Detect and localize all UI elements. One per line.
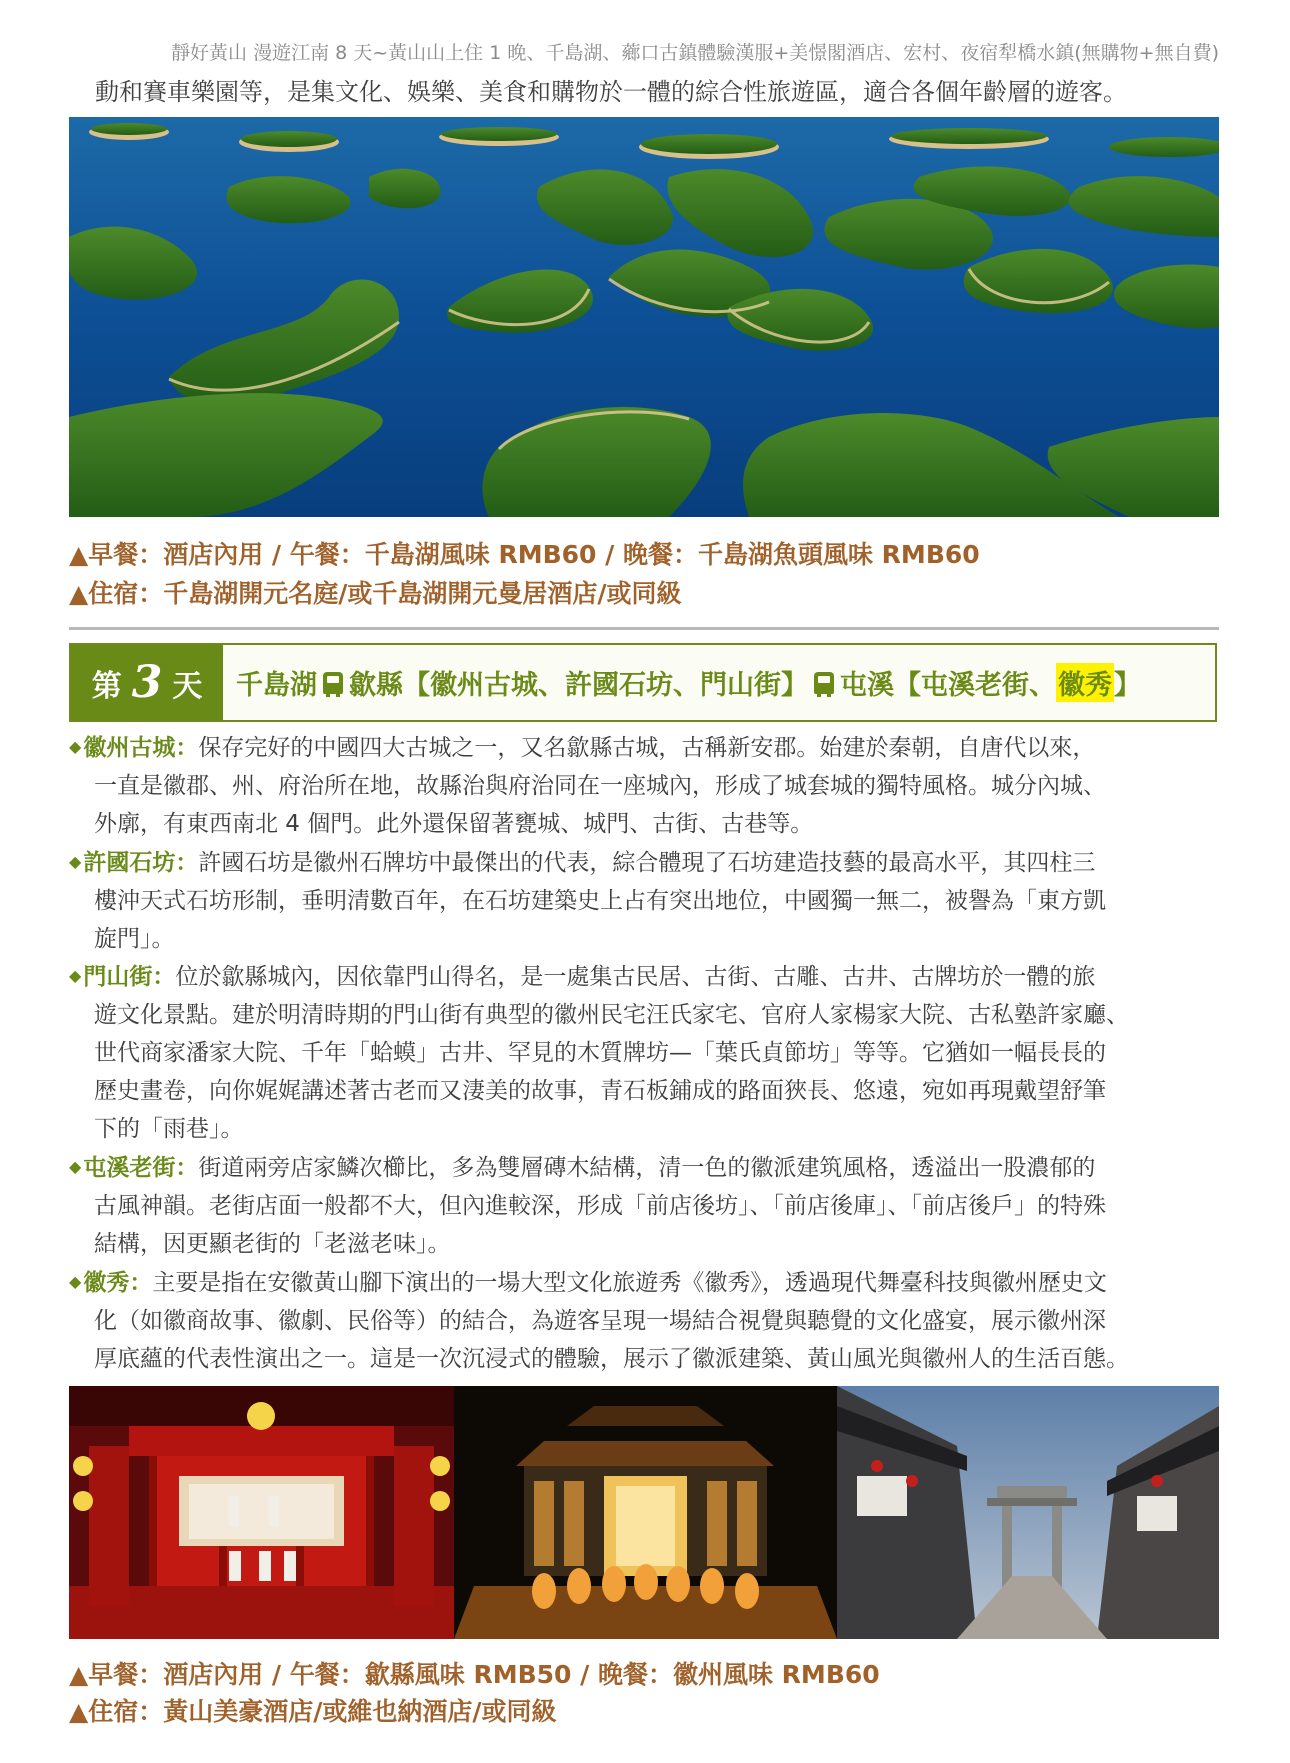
day2-meals: ▲早餐：酒店內用 / 午餐：千島湖風味 RMB60 / 晚餐：千島湖魚頭風味 RMB60 bbox=[69, 540, 980, 569]
day2-hotel: ▲住宿：千島湖開元名庭/或千島湖開元曼居酒店/或同級 bbox=[69, 579, 682, 608]
bullet-diamond-icon: ◆ bbox=[69, 966, 82, 985]
huixiu-show-performance-photo bbox=[454, 1386, 837, 1639]
attraction-text-line: 古風神韻。老街店面一般都不大，但內進較深，形成「前店後坊」、「前店後庫」、「前店後戶」的特殊 bbox=[94, 1193, 1106, 1219]
huixiu-stage-photo bbox=[69, 1386, 454, 1639]
attraction-text-line: 下的「雨巷」。 bbox=[94, 1116, 244, 1142]
attraction-text-line: 位於歙縣城內，因依靠門山得名，是一處集古民居、古街、古雕、古井、古牌坊於一體的旅 bbox=[175, 964, 1096, 990]
bullet-diamond-icon: ◆ bbox=[69, 1272, 82, 1291]
day3-header-bar bbox=[69, 643, 1217, 722]
day3-route bbox=[236, 645, 1141, 720]
attraction-text-line: 結構，因更顯老街的「老滋老味」。 bbox=[94, 1231, 451, 1257]
day3-meals: ▲早餐：酒店內用 / 午餐：歙縣風味 RMB50 / 晚餐：徽州風味 RMB60 bbox=[69, 1660, 880, 1689]
attraction-term: 許國石坊： bbox=[83, 850, 199, 876]
bullet-diamond-icon: ◆ bbox=[69, 1157, 82, 1176]
bus-icon bbox=[323, 672, 343, 694]
bullet-diamond-icon: ◆ bbox=[69, 852, 82, 871]
day-number: 3 bbox=[131, 657, 163, 708]
attraction-text-line: 主要是指在安徽黃山腳下演出的一場大型文化旅遊秀《徽秀》，透過現代舞臺科技與徽州歷史文 bbox=[152, 1270, 1107, 1296]
route-highlight-huixiu: 徽秀 bbox=[1056, 663, 1114, 702]
attraction-text-line: 樓沖天式石坊形制，垂明清數百年，在石坊建築史上占有突出地位，中國獨一無二，被譽為「東方凱 bbox=[94, 888, 1106, 914]
route-end-bracket: 】 bbox=[1114, 670, 1141, 701]
tour-title-header: 靜好黃山 漫遊江南 8 天~黃山山上住 1 晚、千島湖、薌口古鎮體驗漢服+美憬閣酒店、宏村、夜宿犁橋水鎮(無購物+無自費) bbox=[171, 42, 1219, 64]
attraction-tunxi-old-street bbox=[69, 1148, 1221, 1263]
attraction-huizhou-ancient-city bbox=[69, 728, 1221, 843]
bus-icon bbox=[814, 672, 834, 694]
route-origin: 千島湖 bbox=[236, 670, 317, 701]
attraction-text-line: 遊文化景點。建於明清時期的門山街有典型的徽州民宅汪氏家宅、官府人家楊家大院、古私塾許家廳、 bbox=[94, 1002, 1129, 1028]
day3-label bbox=[71, 645, 223, 720]
attraction-term: 徽州古城： bbox=[83, 735, 199, 761]
tunxi-old-street-photo bbox=[837, 1386, 1219, 1639]
attraction-text-line: 一直是徽郡、州、府治所在地，故縣治與府治同在一座城內，形成了城套城的獨特風格。城分內城、 bbox=[94, 773, 1106, 799]
attraction-term: 徽秀： bbox=[83, 1270, 153, 1296]
attraction-text-line: 旋門」。 bbox=[94, 926, 175, 952]
attraction-doushan-street bbox=[69, 957, 1221, 1148]
attraction-text-line: 保存完好的中國四大古城之一，又名歙縣古城，古稱新安郡。始建於秦朝，自唐代以來， bbox=[198, 735, 1096, 761]
section-divider bbox=[69, 627, 1219, 630]
attraction-text-line: 化（如徽商故事、徽劇、民俗等）的結合，為遊客呈現一場結合視覺與聽覺的文化盛宴，展示徽州深 bbox=[94, 1308, 1106, 1334]
route-stop-tunxi: 屯溪【屯溪老街、 bbox=[840, 670, 1056, 701]
attraction-xuguo-archway bbox=[69, 843, 1221, 958]
attraction-huixiu-show bbox=[69, 1263, 1221, 1378]
day3-hotel: ▲住宿：黃山美豪酒店/或維也納酒店/或同級 bbox=[69, 1697, 557, 1726]
attraction-text-line: 歷史畫卷，向你娓娓講述著古老而又淒美的故事，青石板鋪成的路面狹長、悠遠，宛如再現戴望舒筆 bbox=[94, 1078, 1106, 1104]
attraction-text-line: 厚底蘊的代表性演出之一。這是一次沉浸式的體驗，展示了徽派建築、黃山風光與徽州人的生活百態。 bbox=[94, 1346, 1129, 1372]
day-label-prefix: 第 bbox=[91, 668, 122, 704]
attraction-text-line: 外廓，有東西南北 4 個門。此外還保留著甕城、城門、古街、古巷等。 bbox=[94, 811, 814, 837]
day-label-suffix: 天 bbox=[172, 668, 203, 704]
route-stop-shexian: 歙縣【徽州古城、許國石坊、門山街】 bbox=[349, 670, 808, 701]
attraction-text-line: 街道兩旁店家鱗次櫛比，多為雙層磚木結構，清一色的徽派建筑風格，透溢出一股濃郁的 bbox=[198, 1155, 1096, 1181]
attraction-term: 門山街： bbox=[83, 964, 176, 990]
bullet-diamond-icon: ◆ bbox=[69, 737, 82, 756]
attraction-text-line: 世代商家潘家大院、千年「蛤蟆」古井、罕見的木質牌坊—「葉氏貞節坊」等等。它猶如一幅長長的 bbox=[94, 1040, 1106, 1066]
intro-paragraph-tail: 動和賽車樂園等，是集文化、娛樂、美食和購物於一體的綜合性旅遊區，適合各個年齡層的遊客。 bbox=[95, 78, 1127, 106]
qiandao-lake-photo bbox=[69, 117, 1219, 517]
attraction-term: 屯溪老街： bbox=[83, 1155, 199, 1181]
attraction-text-line: 許國石坊是徽州石牌坊中最傑出的代表，綜合體現了石坊建造技藝的最高水平，其四柱三 bbox=[198, 850, 1096, 876]
